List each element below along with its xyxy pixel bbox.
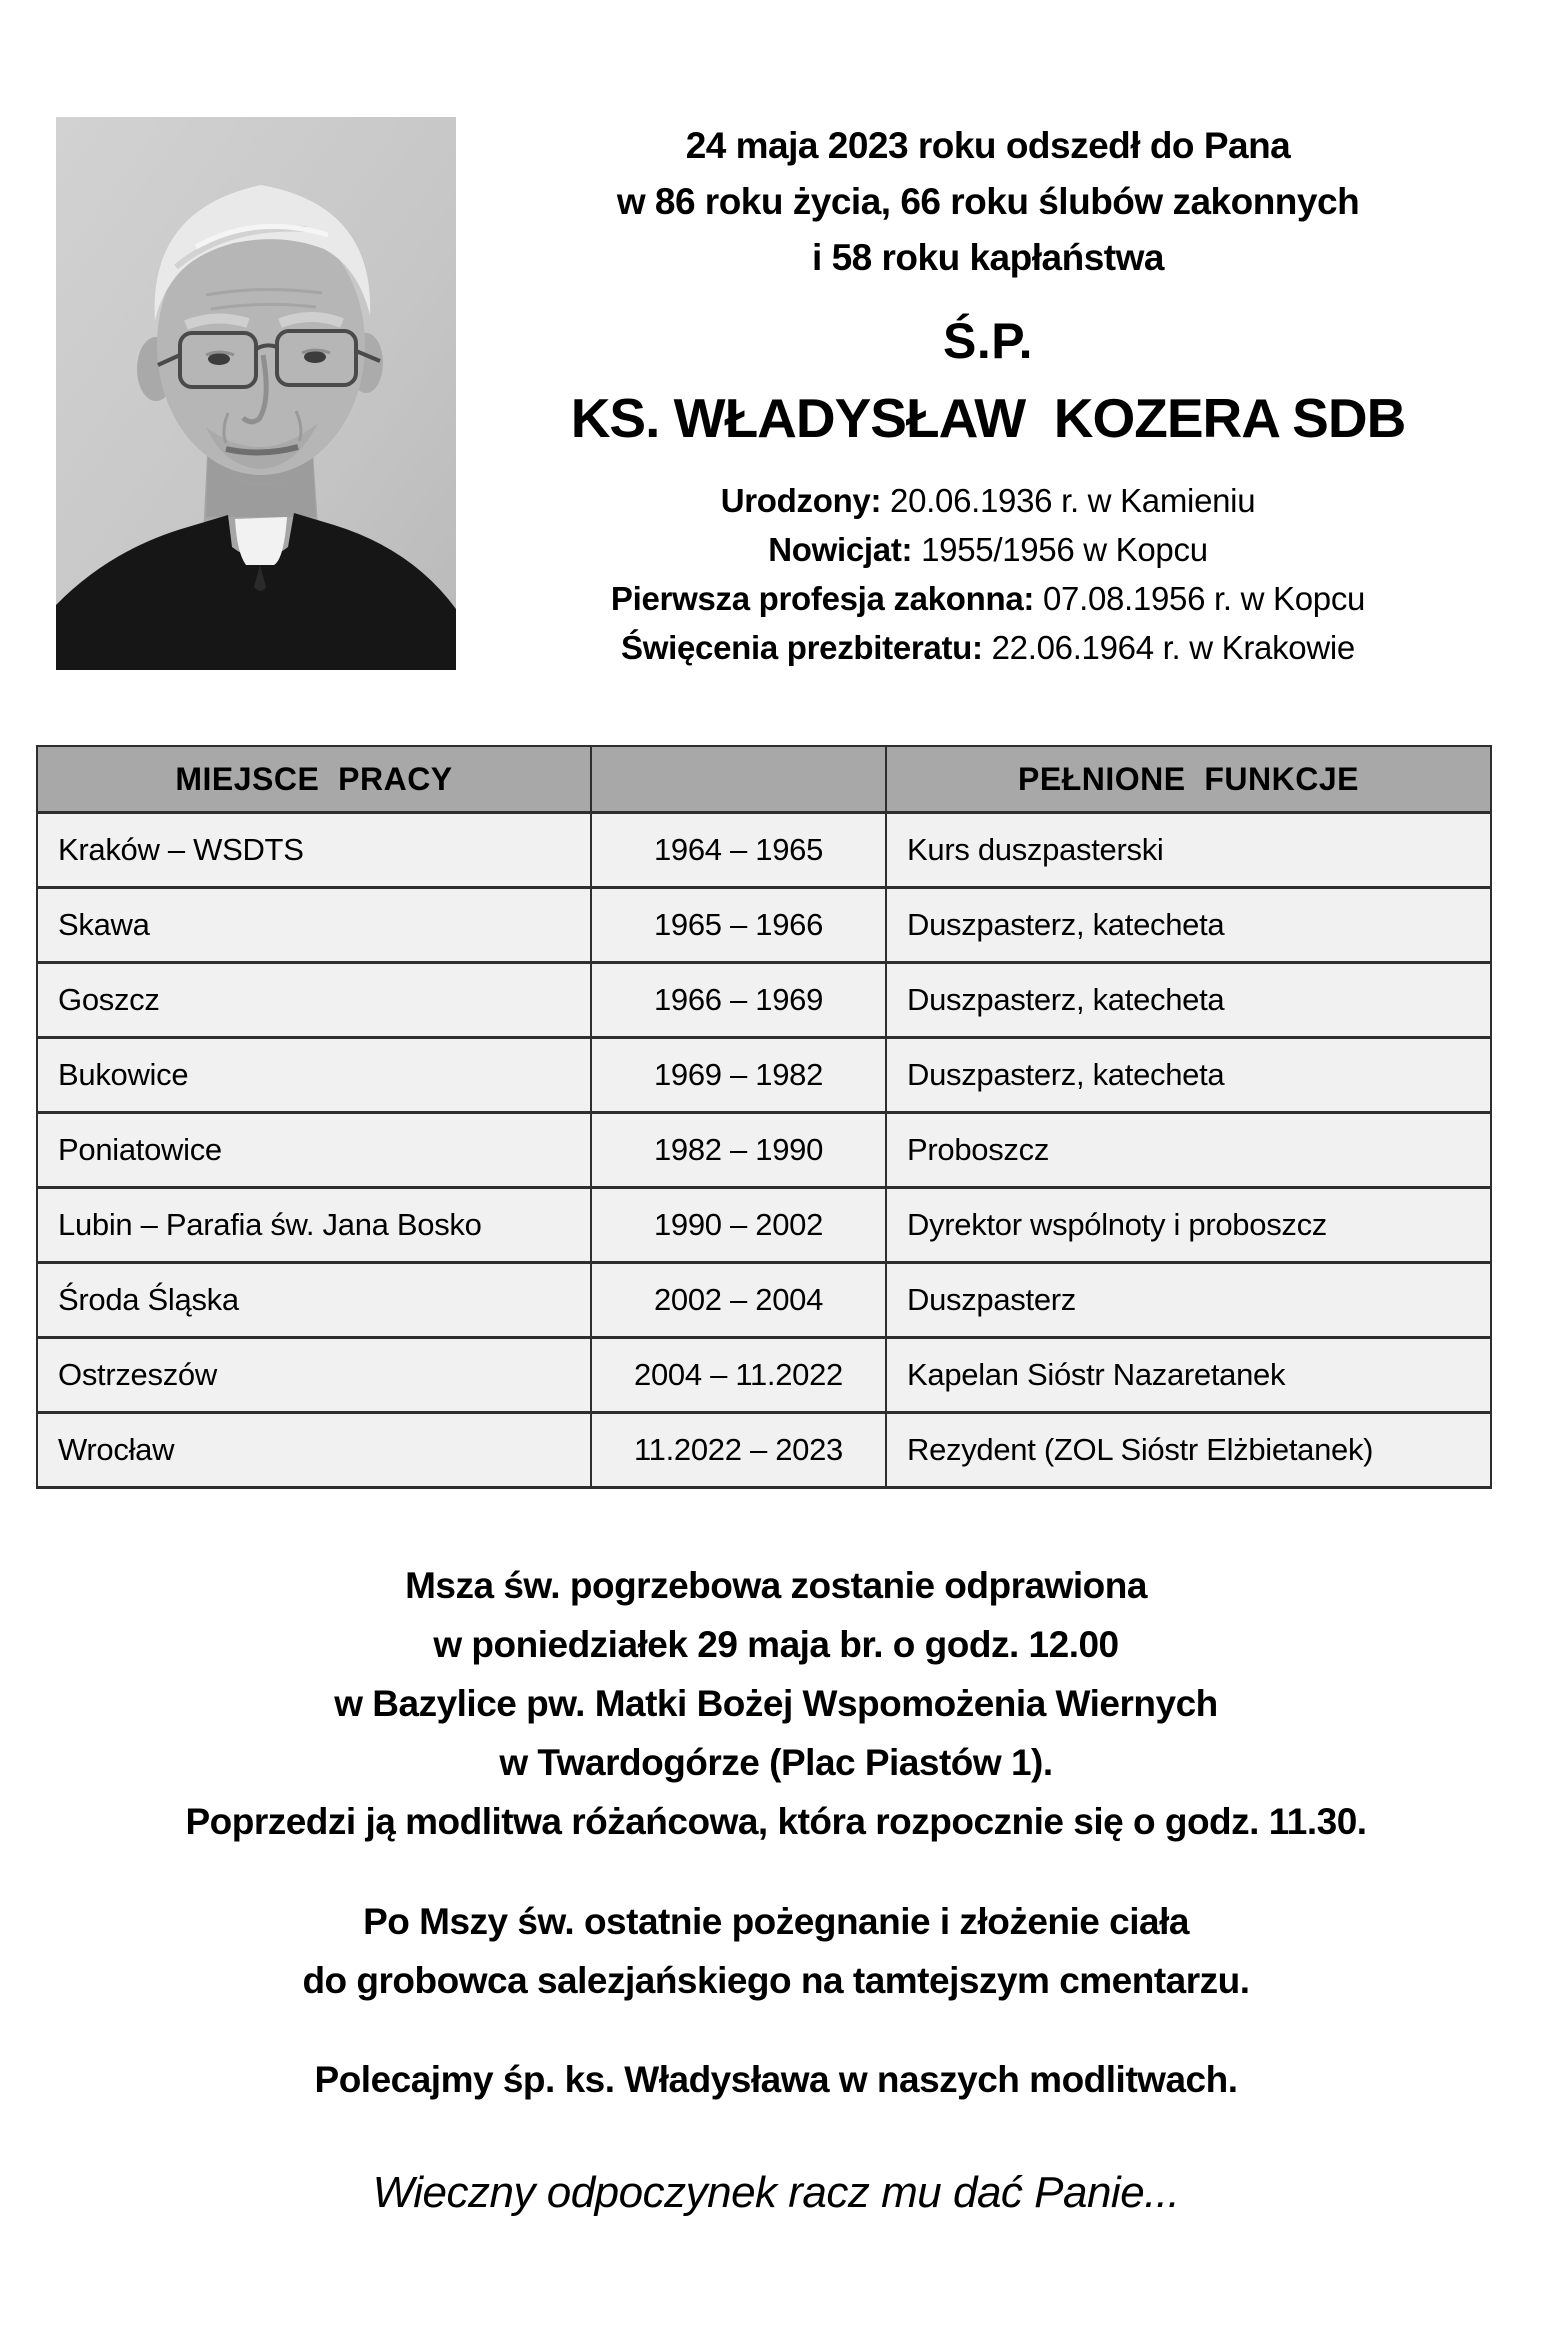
bio-line-novitiate [458, 525, 1518, 574]
cell-years: 1969 – 1982 [591, 1038, 886, 1113]
header-workplace: MIEJSCE PRACY [37, 746, 591, 813]
funeral-line: w Bazylice pw. Matki Bożej Wspomożenia Wiernych [334, 1683, 1218, 1724]
funeral-line: w Twardogórze (Plac Piastów 1). [499, 1742, 1053, 1783]
death-date-line: 24 maja 2023 roku odszedł do Pana [685, 125, 1291, 166]
cell-workplace: Skawa [37, 888, 591, 963]
portrait-photo [56, 117, 456, 670]
cell-workplace: Poniatowice [37, 1113, 591, 1188]
table-header-row [37, 746, 1491, 813]
bio-label: Nowicjat: [768, 531, 913, 568]
age-line: w 86 roku życia, 66 roku ślubów zakonnych [616, 181, 1360, 222]
bio-value: 22.06.1964 r. w Krakowie [991, 629, 1355, 666]
cell-workplace: Środa Śląska [37, 1263, 591, 1338]
table-row [37, 1263, 1491, 1338]
cell-years: 2004 – 11.2022 [591, 1338, 886, 1413]
work-history-table [36, 745, 1492, 1489]
cell-function: Duszpasterz [886, 1263, 1491, 1338]
cell-years: 1964 – 1965 [591, 813, 886, 888]
bio-label: Pierwsza profesja zakonna: [610, 580, 1035, 617]
prayer-request: Polecajmy śp. ks. Władysława w naszych modlitwach. [314, 2059, 1238, 2100]
table-row [37, 1188, 1491, 1263]
bio-value: 1955/1956 w Kopcu [921, 531, 1208, 568]
farewell-line: do grobowca salezjańskiego na tamtejszym cmentarzu. [302, 1960, 1250, 2001]
cell-workplace: Lubin – Parafia św. Jana Bosko [37, 1188, 591, 1263]
cell-workplace: Kraków – WSDTS [37, 813, 591, 888]
cell-function: Duszpasterz, katecheta [886, 888, 1491, 963]
funeral-section [0, 1556, 1552, 1851]
cell-function: Proboszcz [886, 1113, 1491, 1188]
bio-value: 07.08.1956 r. w Kopcu [1042, 580, 1366, 617]
funeral-line: Poprzedzi ją modlitwa różańcowa, która rozpocznie się o godz. 11.30. [185, 1801, 1367, 1842]
sp-title: Ś.P. [942, 313, 1034, 369]
cell-years: 1982 – 1990 [591, 1113, 886, 1188]
cell-workplace: Wrocław [37, 1413, 591, 1488]
bio-section [458, 476, 1518, 672]
priesthood-years-line: i 58 roku kapłaństwa [812, 237, 1164, 278]
table-row [37, 888, 1491, 963]
cell-years: 1990 – 2002 [591, 1188, 886, 1263]
final-prayer: Wieczny odpoczynek racz mu dać Panie... [372, 2168, 1180, 2217]
table-row [37, 963, 1491, 1038]
bio-line-profession [458, 574, 1518, 623]
bio-label: Urodzony: [720, 482, 882, 519]
bio-line-ordination [458, 623, 1518, 672]
header-functions: PEŁNIONE FUNKCJE [886, 746, 1491, 813]
cell-years: 1965 – 1966 [591, 888, 886, 963]
cell-workplace: Goszcz [37, 963, 591, 1038]
cell-years: 2002 – 2004 [591, 1263, 886, 1338]
cell-years: 11.2022 – 2023 [591, 1413, 886, 1488]
bio-value: 20.06.1936 r. w Kamieniu [890, 482, 1256, 519]
table-row [37, 813, 1491, 888]
cell-function: Rezydent (ZOL Sióstr Elżbietanek) [886, 1413, 1491, 1488]
header-block [458, 118, 1518, 672]
table-row [37, 1413, 1491, 1488]
cell-function: Dyrektor wspólnoty i proboszcz [886, 1188, 1491, 1263]
funeral-line: w poniedziałek 29 maja br. o godz. 12.00 [433, 1624, 1119, 1665]
cell-function: Duszpasterz, katecheta [886, 963, 1491, 1038]
bio-label: Święcenia prezbiteratu: [621, 629, 983, 666]
cell-years: 1966 – 1969 [591, 963, 886, 1038]
table-row [37, 1338, 1491, 1413]
cell-workplace: Bukowice [37, 1038, 591, 1113]
table-row [37, 1113, 1491, 1188]
header-years [591, 746, 886, 813]
cell-function: Kapelan Sióstr Nazaretanek [886, 1338, 1491, 1413]
cell-workplace: Ostrzeszów [37, 1338, 591, 1413]
cell-function: Duszpasterz, katecheta [886, 1038, 1491, 1113]
bio-line-born [458, 476, 1518, 525]
roman-collar [235, 517, 287, 565]
funeral-line: Msza św. pogrzebowa zostanie odprawiona [405, 1565, 1147, 1606]
table-row [37, 1038, 1491, 1113]
farewell-line: Po Mszy św. ostatnie pożegnanie i złożenie ciała [363, 1901, 1189, 1942]
farewell-section [0, 1892, 1552, 2010]
deceased-name: KS. WŁADYSŁAW KOZERA SDB [570, 387, 1406, 449]
cell-function: Kurs duszpasterski [886, 813, 1491, 888]
